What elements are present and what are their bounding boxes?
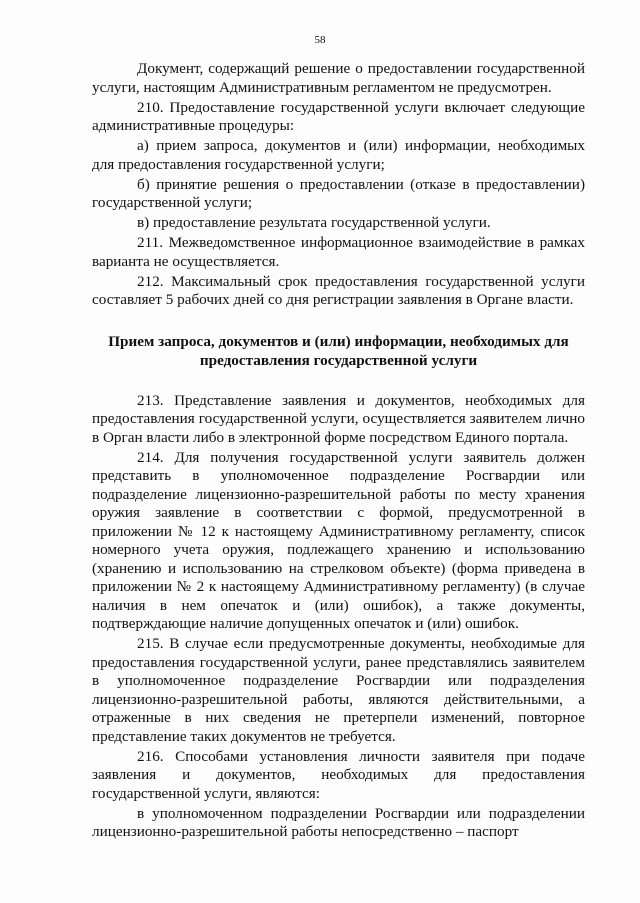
paragraph-216: 216. Способами установления личности заявителя при подаче заявления и документов, необходимых для предоставления государственной услуги, являются: (92, 747, 585, 802)
page-number: 58 (314, 34, 326, 46)
document-body (92, 60, 585, 843)
list-item-a: а) прием запроса, документов и (или) информации, необходимых для предоставления государственной услуги; (92, 137, 585, 173)
paragraph-identity-methods: в уполномоченном подразделении Росгвардии или подразделении лицензионно-разрешительной работы непосредственно – паспорт (92, 804, 585, 840)
section-heading: Прием запроса, документов и (или) информации, необходимых для предоставления государственной услуги (108, 332, 569, 369)
paragraph-result-document: Документ, содержащий решение о предоставлении государственной услуги, настоящим Административным регламентом не предусмотрен. (92, 60, 585, 96)
paragraph-213: 213. Представление заявления и документов, необходимых для предоставления государственной услуги, осуществляется заявителем лично в Орган власти либо в электронной форме посредством Единого портала. (92, 391, 585, 446)
paragraph-214: 214. Для получения государственной услуги заявитель должен представить в уполномоченное подразделение Росгвардии или подразделение лицензионно-разрешительной работы по месту хранения оружия заявление в соответствии с формой, предусмотренной в приложении № 12 к настоящему Административному регламенту, список номерного учета оружия, подлежащего хранению и использованию (хранению и использованию на стрелковом объекте) (форма приведена в приложении № 2 к настоящему Административному регламенту) (в случае наличия в нем опечаток и (или) ошибок), а также документы, подтверждающие наличие допущенных опечаток и (или) ошибок. (92, 448, 585, 632)
paragraph-211: 211. Межведомственное информационное взаимодействие в рамках варианта не осуществляется. (92, 234, 585, 270)
paragraph-212: 212. Максимальный срок предоставления государственной услуги составляет 5 рабочих дней со дня регистрации заявления в Органе власти. (92, 272, 585, 308)
paragraph-215: 215. В случае если предусмотренные документы, необходимые для предоставления государственной услуги, ранее представлялись заявителем в уполномоченное подразделение Росгвардии или подразделения лицензионно-разрешительной работы, являются действительными, а отраженные в них сведения не претерпели изменений, повторное представление таких документов не требуется. (92, 635, 585, 745)
paragraph-210: 210. Предоставление государственной услуги включает следующие административные процедуры: (92, 98, 585, 134)
list-item-v: в) предоставление результата государственной услуги. (137, 214, 491, 231)
list-item-b: б) принятие решения о предоставлении (отказе в предоставлении) государственной услуги; (92, 175, 585, 211)
